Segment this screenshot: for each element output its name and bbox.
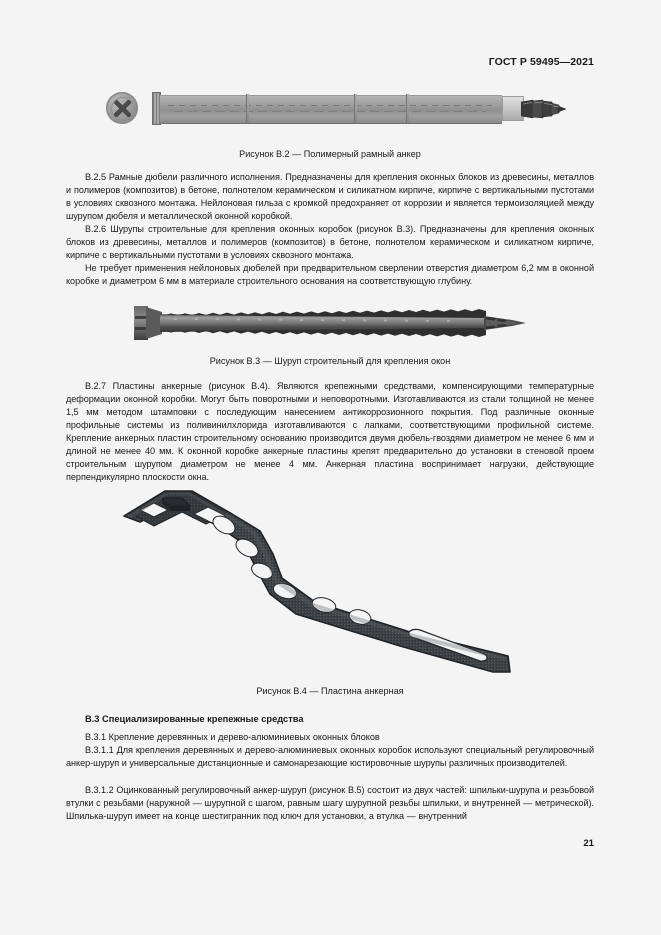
figure-b3-caption: Рисунок В.3 — Шуруп строительный для крепления окон bbox=[209, 356, 451, 366]
anchor-sleeve-body bbox=[160, 95, 502, 124]
paragraph-b-2-5: В.2.5 Рамные дюбели различного исполнения. Предназначены для крепления оконных блоков из древесины, металлов и полимеров (композитов) в бетоне, полнотелом керамическом и силикатном кирпиче, кирпиче с вертикальными пустотами в условиях сквозного монтажа. Нейлоновая гильза с кромкой предохраняет от коррозии и является термоизоляцией между шурупом дюбеля и металлической оконной коробкой. bbox=[66, 172, 594, 221]
figure-b4-caption: Рисунок В.4 — Пластина анкерная bbox=[256, 686, 404, 696]
paragraph-b-3-1: В.3.1 Крепление деревянных и дерево-алюминиевых оконных блоков bbox=[85, 732, 380, 742]
figure-b2-caption: Рисунок В.2 — Полимерный рамный анкер bbox=[239, 149, 421, 159]
anchor-segment-mark bbox=[246, 94, 249, 123]
paragraph-b-2-6-note: Не требует применения нейлоновых дюбелей при предварительном сверлении отверстия диаметром 6,2 мм в оконной коробке и диаметром 6 мм в материале строительного основания на соответствующую глубину. bbox=[66, 263, 594, 286]
paragraph-b-2-6: В.2.6 Шурупы строительные для крепления оконных коробок (рисунок В.3). Предназначены для крепления оконных блоков из древесины, металлов и полимеров (композитов) в бетоне, полнотелом керамическом и силикатном кирпиче, кирпиче с вертикальными пустотами в условиях сквозного монтажа. bbox=[66, 224, 594, 260]
screw-head-icon bbox=[106, 92, 138, 124]
standard-number-header: ГОСТ Р 59495—2021 bbox=[488, 56, 594, 68]
anchor-segment-mark bbox=[354, 94, 357, 123]
paragraph-b-2-7: В.2.7 Пластины анкерные (рисунок В.4). Являются крепежными средствами, компенсирующими температурные деформации оконной коробки. Могут быть поворотными и неповоротными. Изготавливаются из стали толщиной не менее 1,5 мм методом штамповки с последующим нанесением антикоррозионного покрытия. Под различные оконные профильные системы из поливинилхлорида изготавливаются с лапками, соответствующими профильной системе. Крепление анкерных пластин строительному основанию производится двумя дюбель-гвоздями диаметром не менее 6 мм и длиной не менее 40 мм. К оконной коробке анкерные пластины крепят предварительно до установки в стеновой проем строительным шурупом диаметром не менее 4 мм. Анкерная пластина воспринимает нагрузки, действующие перпендикулярно плоскости окна. bbox=[66, 381, 594, 482]
figure-b2-polymer-frame-anchor bbox=[106, 81, 566, 141]
anchor-segment-mark bbox=[406, 94, 409, 123]
page-number: 21 bbox=[583, 838, 594, 849]
paragraph-b-3-1-1: В.3.1.1 Для крепления деревянных и дерево-алюминиевых оконных коробок используют специальный регулировочный анкер-шуруп и универсальные дистанционные и самонарезающие юстировочные шурупы различных производителей. bbox=[66, 745, 594, 768]
anchor-screw-tip bbox=[521, 97, 566, 121]
section-heading-b-3: В.3 Специализированные крепежные средства bbox=[85, 714, 304, 724]
figure-b4-anchor-plate bbox=[110, 486, 570, 676]
paragraph-b-3-1-2: В.3.1.2 Оцинкованный регулировочный анкер-шуруп (рисунок В.5) состоит из двух частей: шпильки-шурупа и резьбовой втулки с резьбами (наружной — шурупной с шагом, равным шагу шурупной резьбы шпильки, и внутренней — метрической). Шпилька-шуруп имеет на конце шестигранник под ключ для установки, а втулка — внутренний bbox=[66, 785, 594, 821]
figure-b3-construction-screw bbox=[134, 298, 534, 348]
page-content bbox=[66, 0, 594, 935]
